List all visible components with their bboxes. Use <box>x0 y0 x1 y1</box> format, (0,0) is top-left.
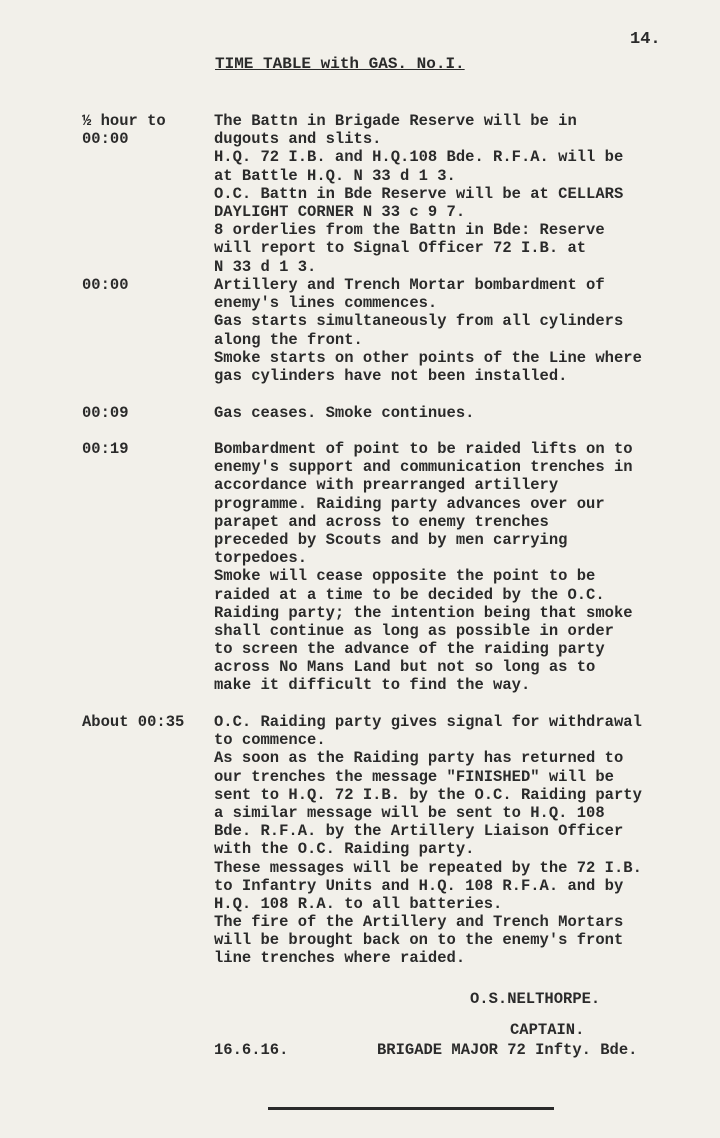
text-line: raided at a time to be decided by the O.C. <box>214 585 605 604</box>
text-line: preceded by Scouts and by men carrying <box>214 530 568 549</box>
text-line: accordance with prearranged artillery <box>214 476 559 495</box>
text-line: Bde. R.F.A. by the Artillery Liaison Officer <box>214 822 624 841</box>
text-line: H.Q. 72 I.B. and H.Q.108 Bde. R.F.A. will be <box>214 148 624 167</box>
text-line: at Battle H.Q. N 33 d 1 3. <box>214 166 456 185</box>
text-line: programme. Raiding party advances over our <box>214 494 605 513</box>
text-line: The Battn in Brigade Reserve will be in <box>214 112 577 130</box>
signature-name: O.S.NELTHORPE. <box>470 990 601 1008</box>
text-line: O.C. Raiding party gives signal for withdrawal <box>214 713 642 731</box>
text-line: torpedoes. <box>214 549 308 568</box>
document-date: 16.6.16. <box>214 1041 289 1059</box>
text-line: gas cylinders have not been installed. <box>214 366 568 385</box>
entry-text <box>214 713 720 968</box>
entry-text <box>214 112 720 276</box>
text-line: will report to Signal Officer 72 I.B. at <box>214 239 587 258</box>
text-line: Gas starts simultaneously from all cylinders <box>214 312 624 331</box>
text-line: O.C. Battn in Bde Reserve will be at CELLARS <box>214 184 624 203</box>
entry-text <box>214 276 720 385</box>
text-line: Bombardment of point to be raided lifts on to <box>214 440 633 458</box>
text-line: to commence. <box>214 731 326 750</box>
entry-time: 00:19 <box>82 440 129 458</box>
text-line: As soon as the Raiding party has returned to <box>214 749 624 768</box>
closing-rule <box>268 1107 554 1110</box>
text-line: enemy's lines commences. <box>214 294 438 313</box>
document-title: TIME TABLE with GAS. No.I. <box>215 55 465 73</box>
text-line: enemy's support and communication trenches in <box>214 458 633 477</box>
text-line: along the front. <box>214 330 363 349</box>
text-line: will be brought back on to the enemy's front <box>214 931 624 950</box>
text-line: parapet and across to enemy trenches <box>214 512 549 531</box>
text-line: to Infantry Units and H.Q. 108 R.F.A. and by <box>214 876 624 895</box>
page-number: 14. <box>630 30 661 49</box>
text-line: across No Mans Land but not so long as to <box>214 658 596 677</box>
text-line: H.Q. 108 R.A. to all batteries. <box>214 894 503 913</box>
signature-rank: CAPTAIN. <box>510 1021 585 1039</box>
text-line: with the O.C. Raiding party. <box>214 840 475 859</box>
text-line: These messages will be repeated by the 72 I.B. <box>214 858 642 877</box>
entry-time: 00:00 <box>82 276 129 294</box>
text-line: Raiding party; the intention being that smoke <box>214 603 633 622</box>
text-line: Artillery and Trench Mortar bombardment of <box>214 276 605 294</box>
text-line: Smoke starts on other points of the Line where <box>214 348 642 367</box>
text-line: shall continue as long as possible in order <box>214 621 614 640</box>
text-line: line trenches where raided. <box>214 949 466 968</box>
entry-time: 00:09 <box>82 404 129 422</box>
text-line: 8 orderlies from the Battn in Bde: Reserve <box>214 221 605 240</box>
text-line: make it difficult to find the way. <box>214 676 531 695</box>
entry-time: ½ hour to 00:00 <box>82 112 166 149</box>
text-line: sent to H.Q. 72 I.B. by the O.C. Raiding party <box>214 785 642 804</box>
text-line: N 33 d 1 3. <box>214 257 317 276</box>
entry-text <box>214 404 720 422</box>
entry-time: About 00:35 <box>82 713 185 731</box>
text-line: dugouts and slits. <box>214 130 382 149</box>
text-line: The fire of the Artillery and Trench Mortars <box>214 913 624 932</box>
text-line: Smoke will cease opposite the point to be <box>214 567 596 586</box>
text-line: to screen the advance of the raiding party <box>214 640 605 659</box>
text-line: our trenches the message "FINISHED" will be <box>214 767 614 786</box>
text-line: DAYLIGHT CORNER N 33 c 9 7. <box>214 202 466 221</box>
text-line: a similar message will be sent to H.Q. 108 <box>214 803 605 822</box>
signature-appointment: BRIGADE MAJOR 72 Infty. Bde. <box>377 1041 638 1059</box>
text-line: Gas ceases. Smoke continues. <box>214 404 475 422</box>
entry-text <box>214 440 720 695</box>
